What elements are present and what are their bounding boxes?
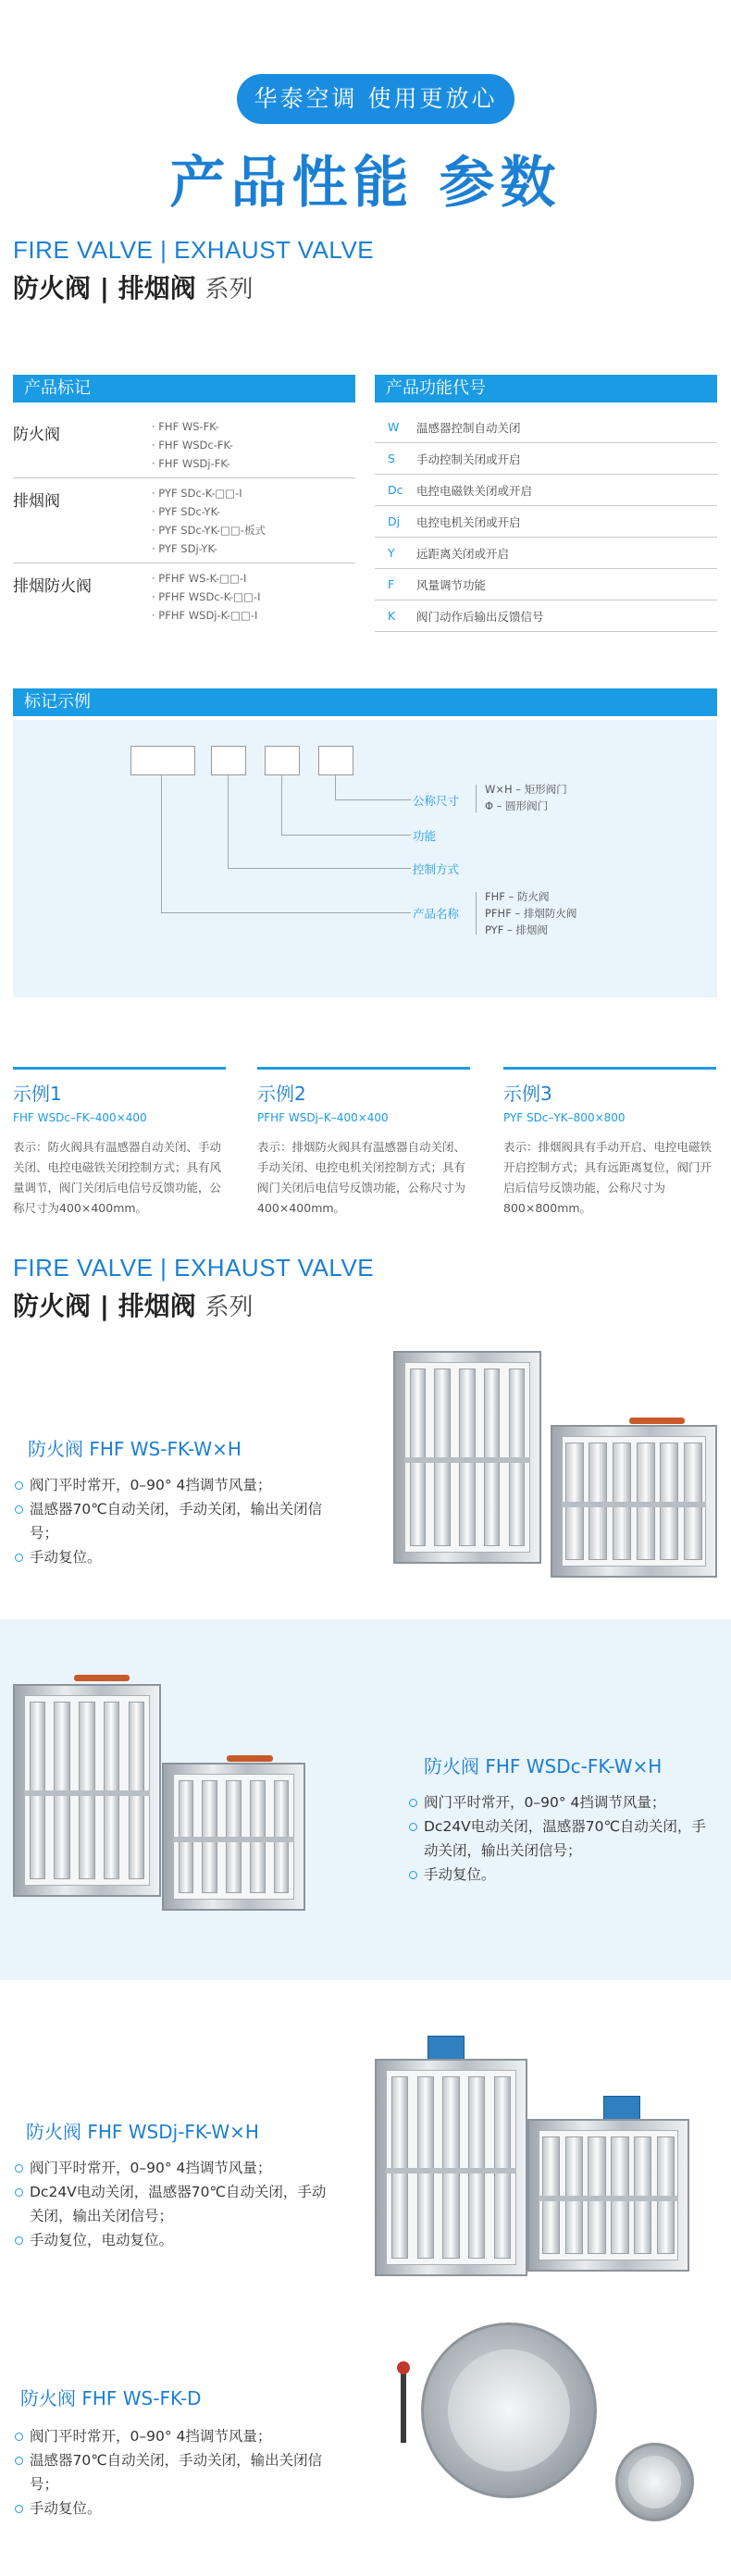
handle-icon	[401, 2369, 406, 2443]
mark-code: · PYF SDc-YK-	[152, 505, 221, 518]
connector	[228, 868, 411, 869]
marks-heading: 产品标记	[13, 375, 355, 402]
diagram-box-name	[130, 746, 195, 775]
mark-category: 防火阀	[13, 426, 60, 444]
mark-codes	[152, 417, 355, 473]
product-features	[13, 2156, 328, 2252]
mark-row	[13, 412, 355, 478]
lever-icon	[227, 1755, 273, 1762]
feature-item: 手动复位。	[13, 2496, 328, 2520]
product-features	[407, 1790, 717, 1887]
size-note: Φ – 圆形阀门	[485, 799, 549, 812]
series2-title-cn-bold: 防火阀 | 排烟阀	[13, 1291, 196, 1321]
example-code: FHF WSDc–FK–400×400	[13, 1111, 147, 1124]
round-damper-image	[615, 2443, 694, 2521]
series-title-cn	[13, 268, 254, 305]
mark-code: · PFHF WS-K-□□-I	[152, 572, 247, 585]
function-desc: 温感器控制自动关闭	[416, 420, 521, 435]
product-features	[13, 2424, 328, 2520]
series2-title-cn	[13, 1286, 254, 1323]
mark-code: · PFHF WSDj-K-□□-I	[152, 609, 258, 622]
feature-item: 阀门平时常开，0–90° 4挡调节风量；	[13, 2156, 328, 2180]
functions-heading: 产品功能代号	[375, 375, 717, 402]
example-card	[257, 1067, 470, 1219]
series-title-en: FIRE VALVE | EXHAUST VALVE	[13, 236, 375, 264]
function-desc: 手动控制关闭或开启	[416, 452, 521, 466]
mark-category: 排烟阀	[13, 492, 60, 511]
name-note: PFHF – 排烟防火阀	[485, 907, 577, 920]
example-text: 表示：防火阀具有温感器自动关闭、手动关闭、电控电磁铁关闭控制方式；具有风量调节，阀门关闭后电信号反馈功能，公称尺寸为400×400mm。	[13, 1140, 222, 1215]
connector	[281, 775, 282, 835]
product-title: 防火阀 FHF WS-FK-D	[20, 2387, 202, 2409]
feature-item: 手动复位。	[13, 1545, 328, 1569]
function-code: Dc	[388, 483, 403, 497]
example-title: 示例2	[257, 1083, 306, 1105]
example-heading: 标记示例	[13, 688, 717, 716]
mark-code: · PYF SDc-K-□□-I	[152, 487, 242, 500]
function-code: F	[388, 577, 395, 591]
example-rule	[503, 1067, 716, 1070]
function-row	[375, 475, 717, 506]
series-title-cn-light: 系列	[204, 276, 254, 303]
header	[0, 0, 731, 231]
lever-icon	[629, 1418, 685, 1424]
feature-item: 温感器70℃自动关闭，手动关闭，输出关闭信号；	[13, 1497, 328, 1545]
feature-item: 阀门平时常开，0–90° 4挡调节风量；	[13, 2424, 328, 2448]
function-desc: 阀门动作后输出反馈信号	[416, 609, 544, 624]
example-code: PFHF WSDj–K–400×400	[257, 1111, 389, 1124]
damper-image	[393, 1351, 541, 1564]
function-desc: 电控电机关闭或开启	[416, 514, 521, 529]
feature-item: Dc24V电动关闭，温感器70℃自动关闭，手动关闭，输出关闭信号；	[407, 1814, 717, 1863]
size-note: W×H – 矩形阀门	[485, 783, 567, 796]
mark-codes	[152, 569, 355, 625]
function-row	[375, 412, 717, 443]
name-note: PYF – 排烟阀	[485, 923, 548, 936]
feature-item: 阀门平时常开，0–90° 4挡调节风量；	[407, 1790, 717, 1814]
mark-code: · PYF SDc-YK-□□-板式	[152, 524, 266, 537]
mark-code: · FHF WSDc-FK-	[152, 439, 233, 452]
connector	[335, 775, 336, 799]
connector	[161, 775, 162, 912]
diagram-box-control	[211, 746, 246, 775]
product-features	[13, 1473, 328, 1569]
function-code: S	[388, 452, 395, 465]
product-title: 防火阀 FHF WSDj-FK-W×H	[26, 2121, 259, 2143]
function-desc: 风量调节功能	[416, 577, 487, 592]
function-code: W	[388, 420, 400, 434]
example-text: 表示：排烟阀具有手动开启、电控电磁铁开启控制方式；具有远距离复位，阀门开启后信号反馈功能，公称尺寸为800×800mm。	[503, 1140, 712, 1215]
feature-item: Dc24V电动关闭，温感器70℃自动关闭，手动关闭，输出关闭信号；	[13, 2180, 328, 2228]
mark-row	[13, 564, 355, 629]
product-title: 防火阀 FHF WS-FK-W×H	[28, 1438, 242, 1460]
example-code: PYF SDc–YK–800×800	[503, 1111, 626, 1124]
example-title: 示例1	[13, 1083, 62, 1105]
label-name: 产品名称	[413, 907, 460, 921]
label-control: 控制方式	[413, 862, 460, 876]
damper-image	[13, 1684, 161, 1897]
mark-row	[13, 478, 355, 564]
function-row	[375, 506, 717, 538]
label-function: 功能	[413, 829, 437, 843]
page-title: 产品性能 参数	[169, 151, 562, 216]
diagram-box-size	[318, 746, 353, 775]
lever-icon	[74, 1675, 130, 1681]
slogan-badge: 华泰空调 使用更放心	[237, 74, 514, 124]
bracket	[476, 892, 477, 935]
connector	[161, 912, 411, 913]
function-row	[375, 601, 717, 632]
series2-title-en: FIRE VALVE | EXHAUST VALVE	[13, 1254, 375, 1282]
label-size: 公称尺寸	[413, 794, 460, 808]
connector	[335, 799, 411, 800]
mark-code: · FHF WS-FK-	[152, 420, 219, 433]
feature-item: 手动复位，电动复位。	[13, 2228, 328, 2252]
motor-icon	[427, 2036, 465, 2060]
function-desc: 电控电磁铁关闭或开启	[416, 483, 533, 498]
mark-category: 排烟防火阀	[13, 577, 92, 596]
marks-table	[13, 412, 355, 629]
connector	[228, 775, 229, 868]
knob-icon	[397, 2361, 410, 2374]
example-card	[13, 1067, 226, 1219]
example-rule	[13, 1067, 226, 1070]
feature-item: 阀门平时常开，0–90° 4挡调节风量；	[13, 1473, 328, 1497]
example-card	[503, 1067, 716, 1219]
example-diagram	[13, 720, 717, 997]
function-code: Dj	[388, 514, 401, 528]
example-rule	[257, 1067, 470, 1070]
name-note: FHF – 防火阀	[485, 890, 550, 903]
damper-image	[527, 2119, 689, 2272]
connector	[281, 835, 411, 836]
damper-image	[162, 1763, 305, 1911]
motor-icon	[603, 2096, 640, 2120]
diagram-box-function	[265, 746, 300, 775]
function-row	[375, 443, 717, 475]
mark-code: · PYF SDj-YK-	[152, 542, 217, 555]
series-title-cn-bold: 防火阀 | 排烟阀	[13, 273, 196, 303]
function-row	[375, 538, 717, 569]
name-notes	[485, 888, 576, 938]
size-notes	[485, 781, 567, 814]
mark-code: · PFHF WSDc-K-□□-I	[152, 590, 261, 603]
product-title: 防火阀 FHF WSDc-FK-W×H	[424, 1755, 663, 1777]
function-row	[375, 569, 717, 601]
damper-image	[375, 2059, 527, 2276]
round-damper-image	[421, 2322, 597, 2498]
damper-image	[551, 1425, 717, 1578]
bracket	[476, 785, 477, 812]
example-text: 表示：排烟防火阀具有温感器自动关闭、手动关闭、电控电机关闭控制方式；具有阀门关闭后电信号反馈功能，公称尺寸为400×400mm。	[257, 1140, 466, 1215]
mark-codes	[152, 484, 355, 558]
function-desc: 远距离关闭或开启	[416, 546, 510, 561]
function-code: Y	[388, 546, 395, 560]
series2-title-cn-light: 系列	[204, 1294, 254, 1321]
example-title: 示例3	[503, 1083, 552, 1105]
functions-table	[375, 412, 717, 632]
feature-item: 温感器70℃自动关闭，手动关闭，输出关闭信号；	[13, 2448, 328, 2496]
function-code: K	[388, 609, 396, 623]
feature-item: 手动复位。	[407, 1863, 717, 1887]
mark-code: · FHF WSDj-FK-	[152, 457, 230, 470]
